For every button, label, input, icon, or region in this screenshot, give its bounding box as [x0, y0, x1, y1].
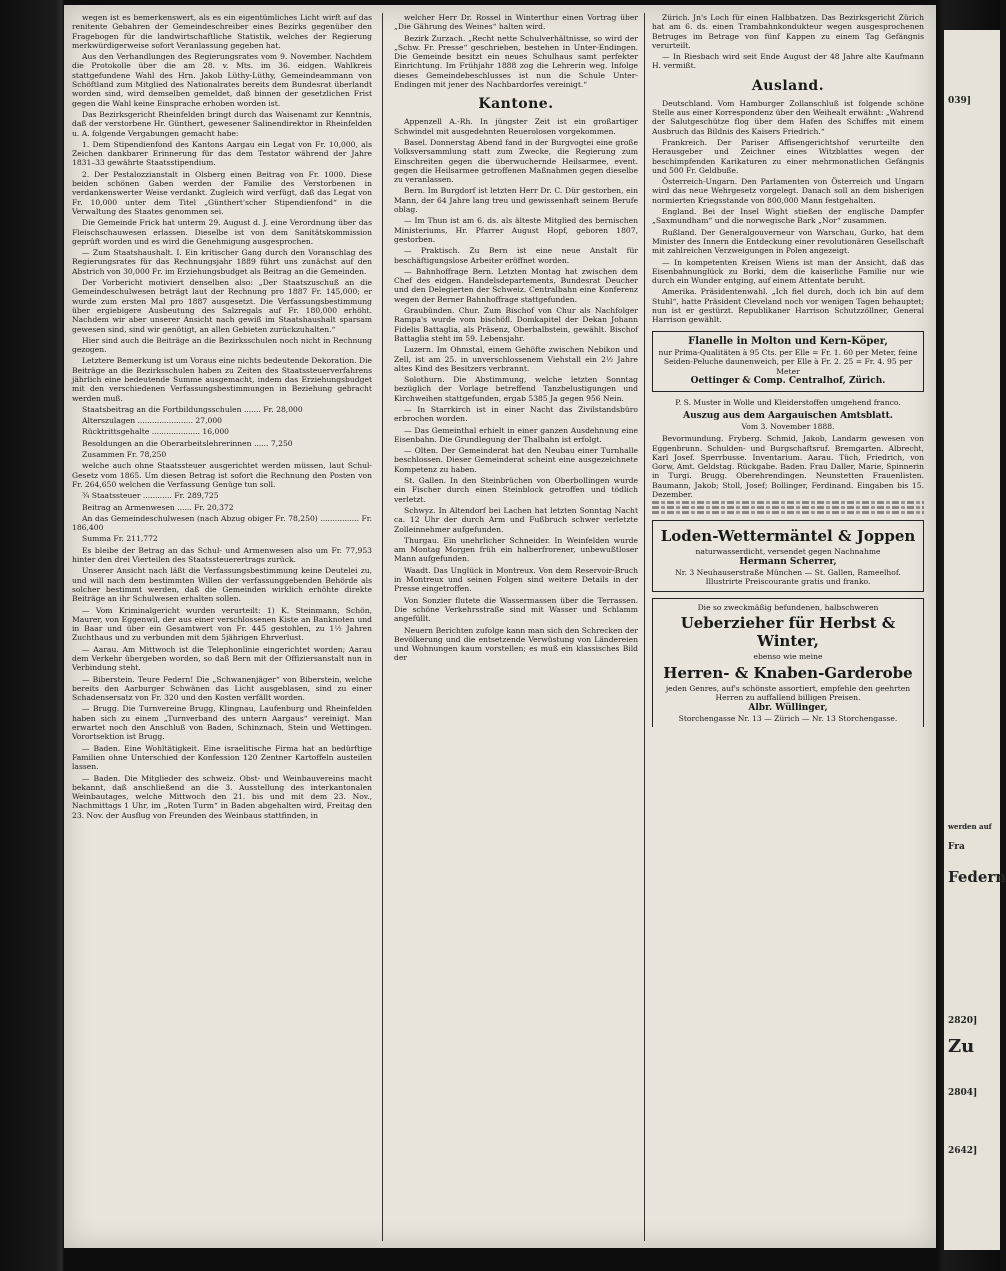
article-paragraph: Das Bezirksgericht Rheinfelden bringt durch das Waisenamt zur Kenntnis, daß der verstorbene Hr. Günthert, gewesener Salinendirektor in Rheinfelden u. A. folgende Vergabungen gemacht habe: [72, 109, 372, 138]
article-paragraph: Rußland. Der Generalgouverneur von Warschau, Gurko, hat dem Minister des Innern die Entdeckung einer revolutionären Gesellschaft mit zahlreichen Verzweigungen in Polen angezeigt. [652, 227, 924, 256]
strip-text: Federn [948, 868, 1006, 886]
article-paragraph: 2. Der Pestalozzianstalt in Olsberg einen Beitrag von Fr. 1000. Diese beiden schönen Gaben werden der Familie des Verstorbenen in verdankenswerter Weise verdankt. Zugleich wird verfügt, daß das Legat von Fr. 10,000 unter dem Titel „Günthert'scher Stipendienfond“ in die Verwaltung des Staates genommen sei. [72, 169, 372, 216]
table-line: An das Gemeindeschulwesen (nach Abzug obiger Fr. 78,250) ................ Fr. 186,400 [72, 513, 372, 533]
article-paragraph: — Vom Kriminalgericht wurden verurteilt: 1) K. Steinmann, Schön, Maurer, von Eggenwil, der aus einer verschlossenen Kiste an Banknoten und in Baar und über ein Gesamtwert von Fr. 445 gestohlen, zu 1½ Jahren Zuchthaus und zu verbunden mit dem 5jährigen Ehrverlust. [72, 605, 372, 643]
article-paragraph: Frankreich. Der Pariser Affisengerichtshof verurteilte den Herausgeber und Zeichner eines Witzblattes wegen der beschimpfenden Karikaturen zu einer mehrmonatlichen Gefängnis und 500 Fr. Geldbuße. [652, 137, 924, 175]
ad-title: Flanelle in Molton und Kern-Köper, [688, 335, 888, 347]
article-paragraph: 1. Dem Stipendienfond des Kantons Aargau ein Legat von Fr. 10,000, als Zeichen dankbarer Erinnerung für das dem Testator während der Jahre 1831–33 gewährte Staatsstipendium. [72, 139, 372, 168]
article-paragraph: Bern. Im Burgdorf ist letzten Herr Dr. C. Dür gestorben, ein Mann, der 64 Jahre lang treu und gewissenhaft seinem Berufe oblag. [394, 186, 638, 215]
ad-text: naturwasserdicht, versendet gegen Nachnahme [695, 547, 881, 557]
ad-intro: Die so zweckmäßig befundenen, halbschweren [697, 602, 879, 612]
article-paragraph: — Olten. Der Gemeinderat hat den Neubau einer Turnhalle beschlossen. Dieser Gemeinderat scheint eine ausgezeichnete Kompetenz zu haben. [394, 446, 638, 474]
article-paragraph: England. Bei der Insel Wight stießen der englische Dampfer „Saxmundham“ und die norwegische Bark „Nor“ zusammen. [652, 207, 924, 226]
article-paragraph: Thurgau. Ein unehrlicher Schneider. In Weinfelden wurde am Montag Morgen früh ein halberfrorener, unbewußtloser Mann aufgefunden. [394, 535, 638, 564]
ad-title: Herren- & Knaben-Garderobe [663, 663, 913, 682]
article-paragraph: Luzern. Im Ohmstal, einem Gehöfte zwischen Nebikon und Zell, ist am 25. in unverschlossenem Viehstall ein 2½ Jahre altes Kind des Besitzers verbrannt. [394, 345, 638, 373]
strip-text: Zu [948, 1036, 975, 1057]
article-paragraph: — Biberstein. Teure Federn! Die „Schwanenjäger“ von Biberstein, welche bereits den Aarburger Schwänen das Licht ausgeblasen, sind zu einer Schadensersatz von Fr. 320 und den Kosten verfällt worden. [72, 674, 372, 703]
table-line: Besoldungen an die Oberarbeitslehrerinnen ...... 7,250 [82, 438, 293, 448]
article-paragraph: Österreich-Ungarn. Den Parlamenten von Österreich und Ungarn wird das neue Wehrgesetz vorgelegt. Danach soll an dem bisherigen normierten Kriegsstande von 800,000 Mann festgehalten. [652, 177, 924, 205]
strip-text: 2642] [948, 1146, 978, 1156]
text-filler [652, 506, 924, 509]
official-gazette-title: Auszug aus dem Aargauischen Amtsblatt. [683, 410, 893, 421]
ad-firm: Hermann Scherrer, [739, 556, 837, 567]
article-paragraph: Schwyz. In Altendorf bei Lachen hat letzten Sonntag Nacht ca. 12 Uhr der durch Arm und Fußbruch schwer verletzte Zolleinnehmer aufgefunden. [394, 505, 638, 534]
column-1 [72, 13, 372, 1241]
article-paragraph: welche auch ohne Staatssteuer ausgerichtet werden müssen, laut Schul-Gesetz vom 1865. Um diesen Betrag ist sofort die Rechnung den Posten von Fr. 264,650 welchen die Verfassung Genüge tun soll. [72, 461, 372, 489]
ad-address: Nr. 3 Neuhauserstraße München — St. Gallen, Rameelhof. [675, 567, 901, 577]
article-paragraph: Von Sonzier flutete die Wassermassen über die Terrassen. Die schöne Verkehrsstraße sind mit Wasser und Schlamm angefüllt. [394, 595, 638, 624]
ad-firm: Albr. Wüllinger, [748, 702, 828, 713]
section-heading-kantone: Kantone. [478, 96, 554, 113]
strip-text: 2820] [948, 1016, 978, 1026]
article-paragraph: St. Gallen. In den Steinbrüchen von Oberbollingen wurde ein Fischer durch einen Steinblock getroffen und tödlich verletzt. [394, 476, 638, 504]
table-line: Rücktrittsgehalte .................... 16,000 [82, 427, 229, 437]
article-paragraph: — Praktisch. Zu Bern ist eine neue Anstalt für beschäftigungslose Arbeiter eröffnet worden. [394, 246, 638, 265]
column-rule [382, 13, 383, 1241]
strip-text: werden auf [948, 822, 992, 831]
article-paragraph: — Aarau. Am Mittwoch ist die Telephonlinie eingerichtet worden; Aarau dem Verkehr übergeben worden, so daß Bern mit der Offiziersanstalt nun in Verbindung steht. [72, 644, 372, 673]
article-paragraph: Amerika. Präsidentenwahl. „Ich fiel durch, doch ich bin auf dem Stuhl“, hatte Präsident Cleveland noch vor wenigen Tagen behauptet; nun ist er gestürzt. Republikaner Harrison Schutzzöllner, General Harrison gewählt. [652, 287, 924, 325]
column-3 [652, 13, 924, 1241]
ad-title: Loden-Wettermäntel & Joppen [660, 527, 916, 546]
article-paragraph: — In Riesbach wird seit Ende August der 48 Jahre alte Kaufmann H. vermißt. [652, 52, 924, 71]
strip-text: 2804] [948, 1088, 978, 1098]
article-paragraph: — In Starrkirch ist in einer Nacht das Zivilstandsbüro erbrochen worden. [394, 404, 638, 424]
article-paragraph: Die Gemeinde Frick hat unterm 29. August d. J. eine Verordnung über das Fleischschauwesen erlassen. Dieselbe ist von dem Sanitätskommission geprüft worden und es wird die Genehmigung ausgesprochen. [72, 218, 372, 246]
article-paragraph: Zürich. Jn's Loch für einen Halbbatzen. Das Bezirksgericht Zürich hat am 6. ds. einen Trambahnkondukteur wegen ausgesprochenen Betruges im Betrage von fünf Kappen zu einem Tag Gefängnis verurteilt. [652, 13, 924, 50]
ad-flanelle [652, 331, 924, 393]
article-paragraph: wegen ist es bemerkenswert, als es ein eigentümliches Licht wirft auf das renitente Gebahren der Gemeindeschreiber eines Bezirks gegenüber den Fragebogen für die landwirtschaftliche Statistik, welches der Regierung merkwürdigerweise sofort Veranlassung gegeben hat. [72, 13, 372, 50]
article-paragraph: — Brugg. Die Turnvereine Brugg, Klingnau, Laufenburg und Rheinfelden haben sich zu einem „Turnverband des untern Aargaus“ vereinigt. Man erwartet noch den Anschluß von Baden, Schinznach, Stein und Wettingen. Vorortsektion ist Brugg. [72, 704, 372, 742]
article-paragraph: — Bahnhoffrage Bern. Letzten Montag hat zwischen dem Chef des eidgen. Handelsdepartements, Bundesrat Deucher und den Delegierten der Schweiz. Centralbahn eine Konferenz wegen der Berner Bahnhoffrage stattgefunden. [394, 266, 638, 304]
article-paragraph: welcher Herr Dr. Rossel in Winterthur einen Vortrag über „Die Gährung des Weines“ halten wird. [394, 13, 638, 32]
table-line: Staatsbeitrag an die Fortbildungsschulen ....... Fr. 28,000 [82, 404, 303, 414]
ad-text: nur Prima-Qualitäten à 95 Cts. per Elle = Fr. 1. 60 per Meter, feine Seiden-Peluche daunenweich, per Elle à Fr. 2. 25 = Fr. 4. 95 per Meter [658, 347, 918, 376]
ad-note: P. S. Muster in Wolle und Kleiderstoffen umgehend franco. [675, 398, 901, 408]
strip-text: 039] [948, 96, 972, 106]
article-paragraph: Aus den Verhandlungen des Regierungsrates vom 9. November. Nachdem die Protokolle über die am 28. v. Mts. im 36. eidgen. Wahlkreis stattgefundene Wahl des Hrn. Jakob Lüthy-Lüthy, Gemeindeammann von Schöftland zum Mitglied des Nationalrates bereits dem Bundesrat überlandt worden sind, wird demselben gemeldet, daß binnen der gesetzlichen Frist gegen die Wahl keine Einsprache erhoben worden ist. [72, 52, 372, 108]
text-filler [652, 511, 924, 514]
article-paragraph: Bezirk Zurzach. „Recht nette Schulverhältnisse, so wird der „Schw. Fr. Presse“ geschrieben, bestehen in Unter-Endingen. Die Gemeinde besitzt ein neues Schulhaus samt perfekter Einrichtung. Im Frühjahr 1888 zog die Lehrerin weg. Infolge dieses Gemeindebeschlusses ist nun die Schule Unter-Endingen mit jener des Nachbardorfes vereinigt.“ [394, 33, 638, 90]
newspaper-page [64, 5, 936, 1248]
article-paragraph: Solothurn. Die Abstimmung, welche letzten Sonntag bezüglich der Vorlage betreffend Tanzbelustigungen und Kirchweihen stattgefunden, ergab 5385 Ja gegen 956 Nein. [394, 375, 638, 403]
article-paragraph: Neuern Berichten zufolge kann man sich den Schrecken der Bevölkerung und die entsetzende Verwüstung von Ländereien und Wohnungen kaum vorstellen; es muß ein klassisches Bild der [394, 625, 638, 663]
article-paragraph: — Im Thun ist am 6. ds. als älteste Mitglied des bernischen Ministeriums, Hr. Pfarrer August Hopf, geboren 1807, gestorben. [394, 216, 638, 244]
article-paragraph: Der Vorbericht motiviert denselben also: „Der Staatszuschuß an die Gemeindeschulwesen beträgt laut der Rechnung pro 1887 Fr. 145,000; er wurde zum ersten Mal pro 1887 ausgesetzt. Die Verfassungsbestimmung über ergiebigere Ausbeutung des Salzregals auf Fr. 180,000 erhöht. Nachdem wir aber unserer Ansicht nach gewiß im Staatshaushalt sparsam gewesen sind, sind wir genötigt, an allen Gebieten zurückzuhalten.“ [72, 278, 372, 334]
strip-text: Fra [948, 842, 965, 852]
ad-text: ebenso wie meine [753, 652, 823, 662]
table-line: Alterszulagen ....................... 27,000 [82, 416, 222, 426]
official-gazette-text: Bevormundung. Fryberg. Schmid, Jakob, Landarm gewesen von Eggenbrunn. Schulden- und Burgschaftsruf. Bremgarten. Albrecht, Karl Josef. Sperrbusse. Inventarium. Aarau. Tüch, Friedrich, von Gorw, Amt. Geldstag. Rückgabe. Baden. Frau Daller, Marie, Spinnerin in Turgi. Brugg. Oberehrendingen. Neunstetten Frauenlisten. Baumann, Jakob; Stoll, Josef; Bollinger, Ferdinand. Eingaben bis 15. Dezember. [652, 434, 924, 499]
ad-garderobe [652, 598, 924, 728]
table-line: ¾ Staatssteuer ............ Fr. 289,725 [82, 491, 219, 501]
ad-address: Storchengasse Nr. 13 — Zürich — Nr. 13 Storchengasse. [678, 713, 898, 723]
article-paragraph: Es bleibe der Betrag an das Schul- und Armenwesen also um Fr. 77,953 hinter den drei Vierteilen des Staatssteuerertrags zurück. [72, 545, 372, 565]
article-paragraph: — Das Gemeinthal erhielt in einer ganzen Ausdehnung eine Eisenbahn. Die Grundlegung der Thalbahn ist erfolgt. [394, 425, 638, 444]
article-paragraph: Letztere Bemerkung ist um Voraus eine nichts bedeutende Dekoration. Die Beiträge an die Bezirksschulen haben zu Zeiten des Staatssteuerverfahrens jährlich eine bedeutende Summe ausgemacht, indem das Erziehungsbudget mit den verschiedenen Verfassungsbestimmungen in Beziehung gebracht werden muß. [72, 356, 372, 403]
text-filler [652, 501, 924, 504]
article-paragraph: Appenzell A.-Rh. In jüngster Zeit ist ein großartiger Schwindel mit ausgedehnten Reuerolosen vorgekommen. [394, 117, 638, 136]
article-paragraph: Graubünden. Chur. Zum Bischof von Chur als Nachfolger Rampa's wurde vom bischöfl. Domkapitel der Dekan Johann Fidelis Battaglia, als Präsenz, Oberbalbstein, gewählt. Bischof Battaglia steht im 59. Lebensjahr. [394, 306, 638, 343]
official-gazette-date: Vom 3. November 1888. [741, 421, 835, 431]
table-line: Beitrag an Armenwesen ...... Fr. 20,372 [82, 502, 234, 512]
ad-note: Illustrirte Preiscourante gratis und franko. [705, 577, 871, 587]
table-line: Summa Fr. 211,772 [82, 534, 158, 544]
article-paragraph: — Baden. Eine Wohltätigkeit. Eine israelitische Firma hat an bedürftige Familien ohne Unterschied der Konfession 120 Zentner Kartoffeln austeilen lassen. [72, 743, 372, 772]
ad-title: Ueberzieher für Herbst & Winter, [680, 614, 896, 651]
column-rule [644, 13, 645, 1241]
ad-loden [652, 520, 924, 592]
article-paragraph: Hier sind auch die Beiträge an die Bezirksschulen noch nicht in Rechnung gezogen. [72, 335, 372, 355]
adjacent-page-strip [944, 30, 1006, 1250]
article-paragraph: — Baden. Die Mitglieder des schweiz. Obst- und Weinbauvereins macht bekannt, daß anschließend an die 3. Ausstellung des interkantonalen Weinbautages, welche Mittwoch den 21. bis und mit dem 23. Nov., Nachmittags 1 Uhr, im „Roten Turm“ in Baden abgehalten wird, Freitag den 23. Nov. der Ausflug von Freunden des Weinbaus stattfinden, in [72, 773, 372, 820]
ad-text: jeden Genres, auf's schönste assortiert, empfehle den geehrten Herren zu auffallend billigen Preisen. [665, 683, 911, 703]
article-paragraph: — In kompetenten Kreisen Wiens ist man der Ansicht, daß das Eisenbahnunglück zu Borki, dem die kaiserliche Familie nur wie durch ein Wunder entging, auf einem Attentate beruht. [652, 257, 924, 286]
article-paragraph: Deutschland. Vom Hamburger Zollanschluß ist folgende schöne Stelle aus einer Korrespondenz über den Weihealt erwähnt: „Wahrend der Salutgeschütze flog über dem Hafen des Schiffes mit einem Ausbruch das Bildnis des Kaisers Friedrich.“ [652, 98, 924, 136]
article-paragraph: Unserer Ansicht nach läßt die Verfassungsbestimmung keine Deutelei zu, und will nach dem bestimmten Willen der verfassunggebenden Behörde als solcher bestimmt werden, daß die Gemeinden wirklich erhöhte direkte Beiträge an ihr Schulwesen erhalten sollen. [72, 566, 372, 604]
table-line: Zusammen Fr. 78,250 [82, 450, 167, 460]
column-2 [394, 13, 638, 1241]
ad-firm: Oettinger & Comp. Centralhof, Zürich. [690, 376, 886, 387]
section-heading-ausland: Ausland. [751, 77, 825, 94]
article-paragraph: — Zum Staatshaushalt. I. Ein kritischer Gang durch den Voranschlag des Regierungsrates für das Rechnungsjahr 1889 führt uns zunächst auf den Abstrich von 30,000 Fr. im Erziehungsbudget als Beitrag an die Gemeinden. [72, 248, 372, 276]
article-paragraph: Basel. Donnerstag Abend fand in der Burgvogtei eine große Volksversammlung statt zum Zwecke, die Regierung zum Einschreiten gegen die überwuchernde Heilsarmee, event. gegen die Heilsarmee getroffenen Maßnahmen gegen dieselbe zu veranlassen. [394, 137, 638, 185]
article-paragraph: Waadt. Das Unglück in Montreux. Von dem Reservoir-Bruch in Montreux und seinen Folgen sind weitere Details in der Presse eingetroffen. [394, 565, 638, 594]
